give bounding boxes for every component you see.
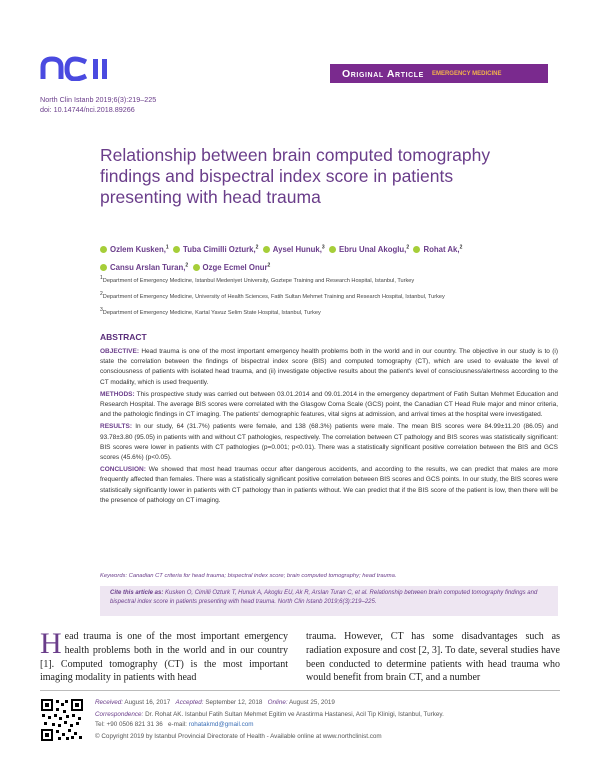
drop-cap: H bbox=[40, 627, 62, 660]
article-dates: Received: August 16, 2017 Accepted: September 12, 2018 Online: August 25, 2019 bbox=[95, 699, 335, 706]
affiliations bbox=[100, 272, 550, 320]
affiliation: 3Department of Emergency Medicine, Kartal Yavuz Selim State Hospital, Istanbul, Turkey bbox=[100, 306, 321, 316]
accepted-date: September 12, 2018 bbox=[205, 699, 263, 706]
orcid-icon[interactable] bbox=[329, 246, 336, 253]
author[interactable]: Ebru Unal Akoglu,$^2$ bbox=[329, 245, 409, 254]
author[interactable]: Rohat Ak,$^2$ bbox=[413, 245, 462, 254]
author[interactable]: Cansu Arslan Turan,$^2$ bbox=[100, 263, 188, 272]
journal-citation bbox=[40, 95, 156, 115]
body-column-1: Head trauma is one of the most important emergency health problems both in the world and in our country [1]. Computed tomography (CT) is the most important imaging modality in patients with head bbox=[40, 627, 288, 684]
telephone: Tel: +90 0506 821 31 36 bbox=[95, 721, 163, 728]
article-title: Relationship between brain computed tomography findings and bispectral index score in patients presenting with head trauma bbox=[100, 145, 491, 207]
citation-line: North Clin Istanb 2019;6(3):219–225 bbox=[40, 95, 157, 104]
abstract-heading: ABSTRACT bbox=[100, 332, 147, 342]
copyright: © Copyright 2019 by Istanbul Provincial Directorate of Health - Available online at www.northclinist.com bbox=[95, 733, 382, 740]
author[interactable]: Aysel Hunuk,$^3$ bbox=[263, 245, 325, 254]
orcid-icon[interactable] bbox=[263, 246, 270, 253]
cite-this-article-box bbox=[100, 586, 558, 616]
author[interactable]: Ozge Ecmel Onur$^2$ bbox=[193, 263, 271, 272]
online-date: August 25, 2019 bbox=[288, 699, 335, 706]
article-section: EMERGENCY MEDICINE bbox=[431, 70, 502, 77]
orcid-icon[interactable] bbox=[413, 246, 420, 253]
keywords: Keywords: Canadian CT criteria for head trauma; bispectral index score; brain computed tomography; head trauma. bbox=[100, 573, 397, 579]
article-type: Original Article bbox=[342, 67, 424, 80]
article-type-banner bbox=[330, 64, 548, 83]
received-date: August 16, 2017 bbox=[124, 699, 171, 706]
footer-divider bbox=[40, 690, 560, 691]
orcid-icon[interactable] bbox=[193, 264, 200, 271]
author[interactable]: Tuba Cimilli Ozturk,$^2$ bbox=[173, 245, 258, 254]
author[interactable]: Ozlem Kusken,$^1$ bbox=[100, 245, 169, 254]
affiliation: 2Department of Emergency Medicine, University of Health Sciences, Fatih Sultan Mehmet Training and Research Hospital, Istanbul, Turkey bbox=[100, 290, 445, 300]
contact-line: Tel: +90 0506 821 31 36 e-mail: rohatakmd@gmail.com bbox=[95, 721, 254, 728]
author-list bbox=[100, 239, 550, 276]
abstract-conclusion: CONCLUSION: We showed that most head traumas occur after dangerous accidents, and according to the results, we can predict that males are more frequently affected than females. There was a statistically significant positive correlation between BIS scores and GCS points. In our study, the BIS scores were statistically significantly lower in patients with CT pathology than in patients without. We can predict that if the BIS score of the patient is low, then there will be the presence of pathology on CT imaging. bbox=[100, 466, 558, 504]
affiliation: 1Department of Emergency Medicine, Istanbul Medeniyet University, Goztepe Training and Research Hospital, Istanbul, Turkey bbox=[100, 275, 415, 284]
orcid-icon[interactable] bbox=[173, 246, 180, 253]
cite-label: Cite this article as: bbox=[110, 590, 164, 596]
doi[interactable]: doi: 10.14744/nci.2018.89266 bbox=[40, 105, 135, 114]
abstract-methods: METHODS: This prospective study was carried out between 03.01.2014 and 09.01.2014 in the emergency department of Fatih Sultan Mehmet Education and Research Hospital. The average BIS scores were correlated with the Glasgow Coma Scale (GCS) point, the Canadian CT Head Rule major and minor criteria, and the pathologic findings in CT imaging. The patients' demographic features, vital signs at admission, and arrival times at the hospital were investigated. bbox=[100, 390, 558, 419]
journal-logo bbox=[40, 55, 108, 81]
cite-text: Kusken O, Cimilli Ozturk T, Hunuk A, Akoglu EU, Ak R, Arslan Turan C, et al. Relationship between brain computed tomography findings and bispectral index score in patients presenting with head trauma. North Clin Istanb 2019;6(3):219–225. bbox=[110, 590, 538, 605]
body-column-2: trauma. However, CT has some disadvantages such as radiation exposure and cost [2, 3]. To date, several studies have been conducted to determine patients with head trauma who would benefit from brain CT, and a number bbox=[306, 631, 560, 684]
abstract-results: RESULTS: In our study, 64 (31.7%) patients were female, and 138 (68.3%) patients were male. The mean BIS scores were 84.99±11.20 (86.05) and 93.78±3.80 (95.05) in patients with and without CT pathologies, respectively. The correlation between CT pathology and BIS scores was statistically significant: BIS scores were lower in patients with CT pathologies (p=0.001; p<0.01). There was a statistically significant positive correlation between the BIS and GCS scores (45.6%) (p<0.05). bbox=[100, 423, 558, 462]
orcid-icon[interactable] bbox=[100, 264, 107, 271]
qr-code-icon[interactable] bbox=[40, 698, 84, 742]
email-link[interactable]: rohatakmd@gmail.com bbox=[188, 721, 254, 728]
abstract-objective: OBJECTIVE: Head trauma is one of the most important emergency health problems both in the world and in our country. The objective in our study is to (i) state the correlation between the findings of bispectral index score (BIS) and computed tomography (CT), which are used to evaluate the level of consciousness of patients with isolated head trauma, and (ii) investigate objective results about the patient's level of consciousness/alertness according to the CT modality, which is used frequently. bbox=[100, 348, 559, 386]
correspondence: Correspondence: Dr. Rohat AK. Istanbul Fatih Sultan Mehmet Egitim ve Arastirma Hastanesi, Acil Tip Klinigi, Istanbul, Turkey. bbox=[95, 711, 444, 718]
orcid-icon[interactable] bbox=[100, 246, 107, 253]
abstract-body bbox=[100, 347, 558, 508]
